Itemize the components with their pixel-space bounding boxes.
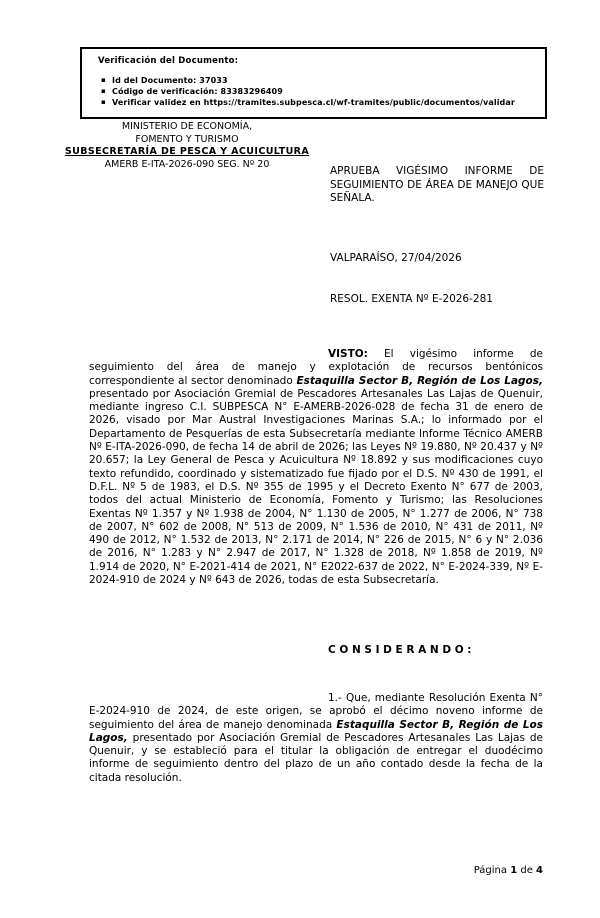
subsecretaria-line: SUBSECRETARÍA DE PESCA Y ACUICULTURA — [64, 146, 310, 158]
footer-page-total: 4 — [536, 865, 543, 876]
item1-intro: 1.- Que, mediante Resolución Exenta N° E-2024-910 de 2024, de este origen, se aprobó el décimo noveno informe de seguimiento del área de manejo denominada — [89, 692, 543, 731]
footer-of-label: de — [520, 865, 533, 876]
amerb-reference: AMERB E-ITA-2026-090 SEG. Nº 20 — [104, 159, 270, 171]
verification-list — [98, 75, 535, 108]
visto-body: presentado por Asociación Gremial de Pescadores Artesanales Las Lajas de Quenuir, mediante ingreso C.I. SUBPESCA N° E-AMERB-2026-028 de fecha 31 de enero de 2026, visado por Mar Austral Investigaciones Marinas S.A.; lo informado por el Departamento de Pesquerías de esta Subsecretaría mediante Informe Técnico AMERB Nº E-ITA-2026-090, de fecha 14 de abril de 2026; las Leyes Nº 19.880, Nº 20.437 y Nº 20.657; la Ley General de Pesca y Acuicultura Nº 18.892 y sus modificaciones cuyo texto refundido, coordinado y sistematizado fue fijado por el D.S. Nº 430 de 1991, el D.F.L. Nº 5 de 1983, el D.S. Nº 355 de 1995 y el Decreto Exento N° 677 de 2003, todos del actual Ministerio de Economía, Fomento y Turismo; las Resoluciones Exentas Nº 1.357 y Nº 1.938 de 2004, N° 1.130 de 2005, N° 1.277 de 2006, N° 738 de 2007, N° 602 de 2008, N° 513 de 2009, N° 1.536 de 2010, N° 431 de 2011, Nº 490 de 2012, N° 1.532 de 2013, N° 2.171 de 2014, N° 226 de 2015, N° 6 y N° 2.036 de 2016, N° 1.283 y N° 2.947 de 2017, N° 1.328 de 2018, Nº 1.858 de 2019, Nº 1.914 de 2020, N° E-2021-414 de 2021, N° E2022-637 de 2022, N° E-2024-339, Nº E-2024-910 de 2024 y Nº 643 de 2026, todas de esta Subsecretaría. — [89, 387, 543, 587]
resolution-subject: APRUEBA VIGÉSIMO INFORME DE SEGUIMIENTO DE ÁREA DE MANEJO QUE SEÑALA. — [330, 165, 544, 204]
considerando-heading: C O N S I D E R A N D O : — [328, 644, 472, 656]
visto-area-name: Estaquilla Sector B, Región de Los Lagos, — [296, 374, 544, 387]
visto-paragraph — [89, 348, 543, 587]
page-footer — [474, 865, 543, 876]
ministry-line-2: FOMENTO Y TURISMO — [135, 133, 239, 145]
resolution-number: RESOL. EXENTA Nº E-2026-281 — [330, 293, 493, 305]
item1-body: presentado por Asociación Gremial de Pescadores Artesanales Las Lajas de Quenuir, y se estableció para el titular la obligación de entregar el duodécimo informe de seguimiento dentro del plazo de un año contado desde la fecha de la citada resolución. — [89, 731, 543, 784]
footer-page-label: Página — [473, 865, 507, 876]
verification-title: Verificación del Documento: — [98, 56, 239, 66]
visto-label: VISTO: — [328, 348, 368, 360]
verification-item-code: ▪ Código de verificación: 83383296409 — [112, 86, 535, 97]
footer-page-number: 1 — [510, 865, 518, 876]
considerando-item-1 — [89, 692, 543, 785]
verification-box — [80, 47, 547, 119]
visto-intro: El vigésimo informe de seguimiento del área de manejo y explotación de recursos bentónicos correspondiente al sector denominado — [89, 348, 543, 387]
letterhead — [42, 121, 332, 172]
verification-item-document-id: ▪ Id del Documento: 37033 — [112, 75, 535, 86]
ministry-line-1: MINISTERIO DE ECONOMÍA, — [121, 121, 253, 132]
verification-item-url: ▪ Verificar validez en https://tramites.subpesca.cl/wf-tramites/public/documentos/validar — [112, 97, 535, 108]
item1-area-name: Estaquilla Sector B, Región de Los Lagos, — [89, 718, 544, 744]
place-date: VALPARAÍSO, 27/04/2026 — [330, 252, 462, 264]
